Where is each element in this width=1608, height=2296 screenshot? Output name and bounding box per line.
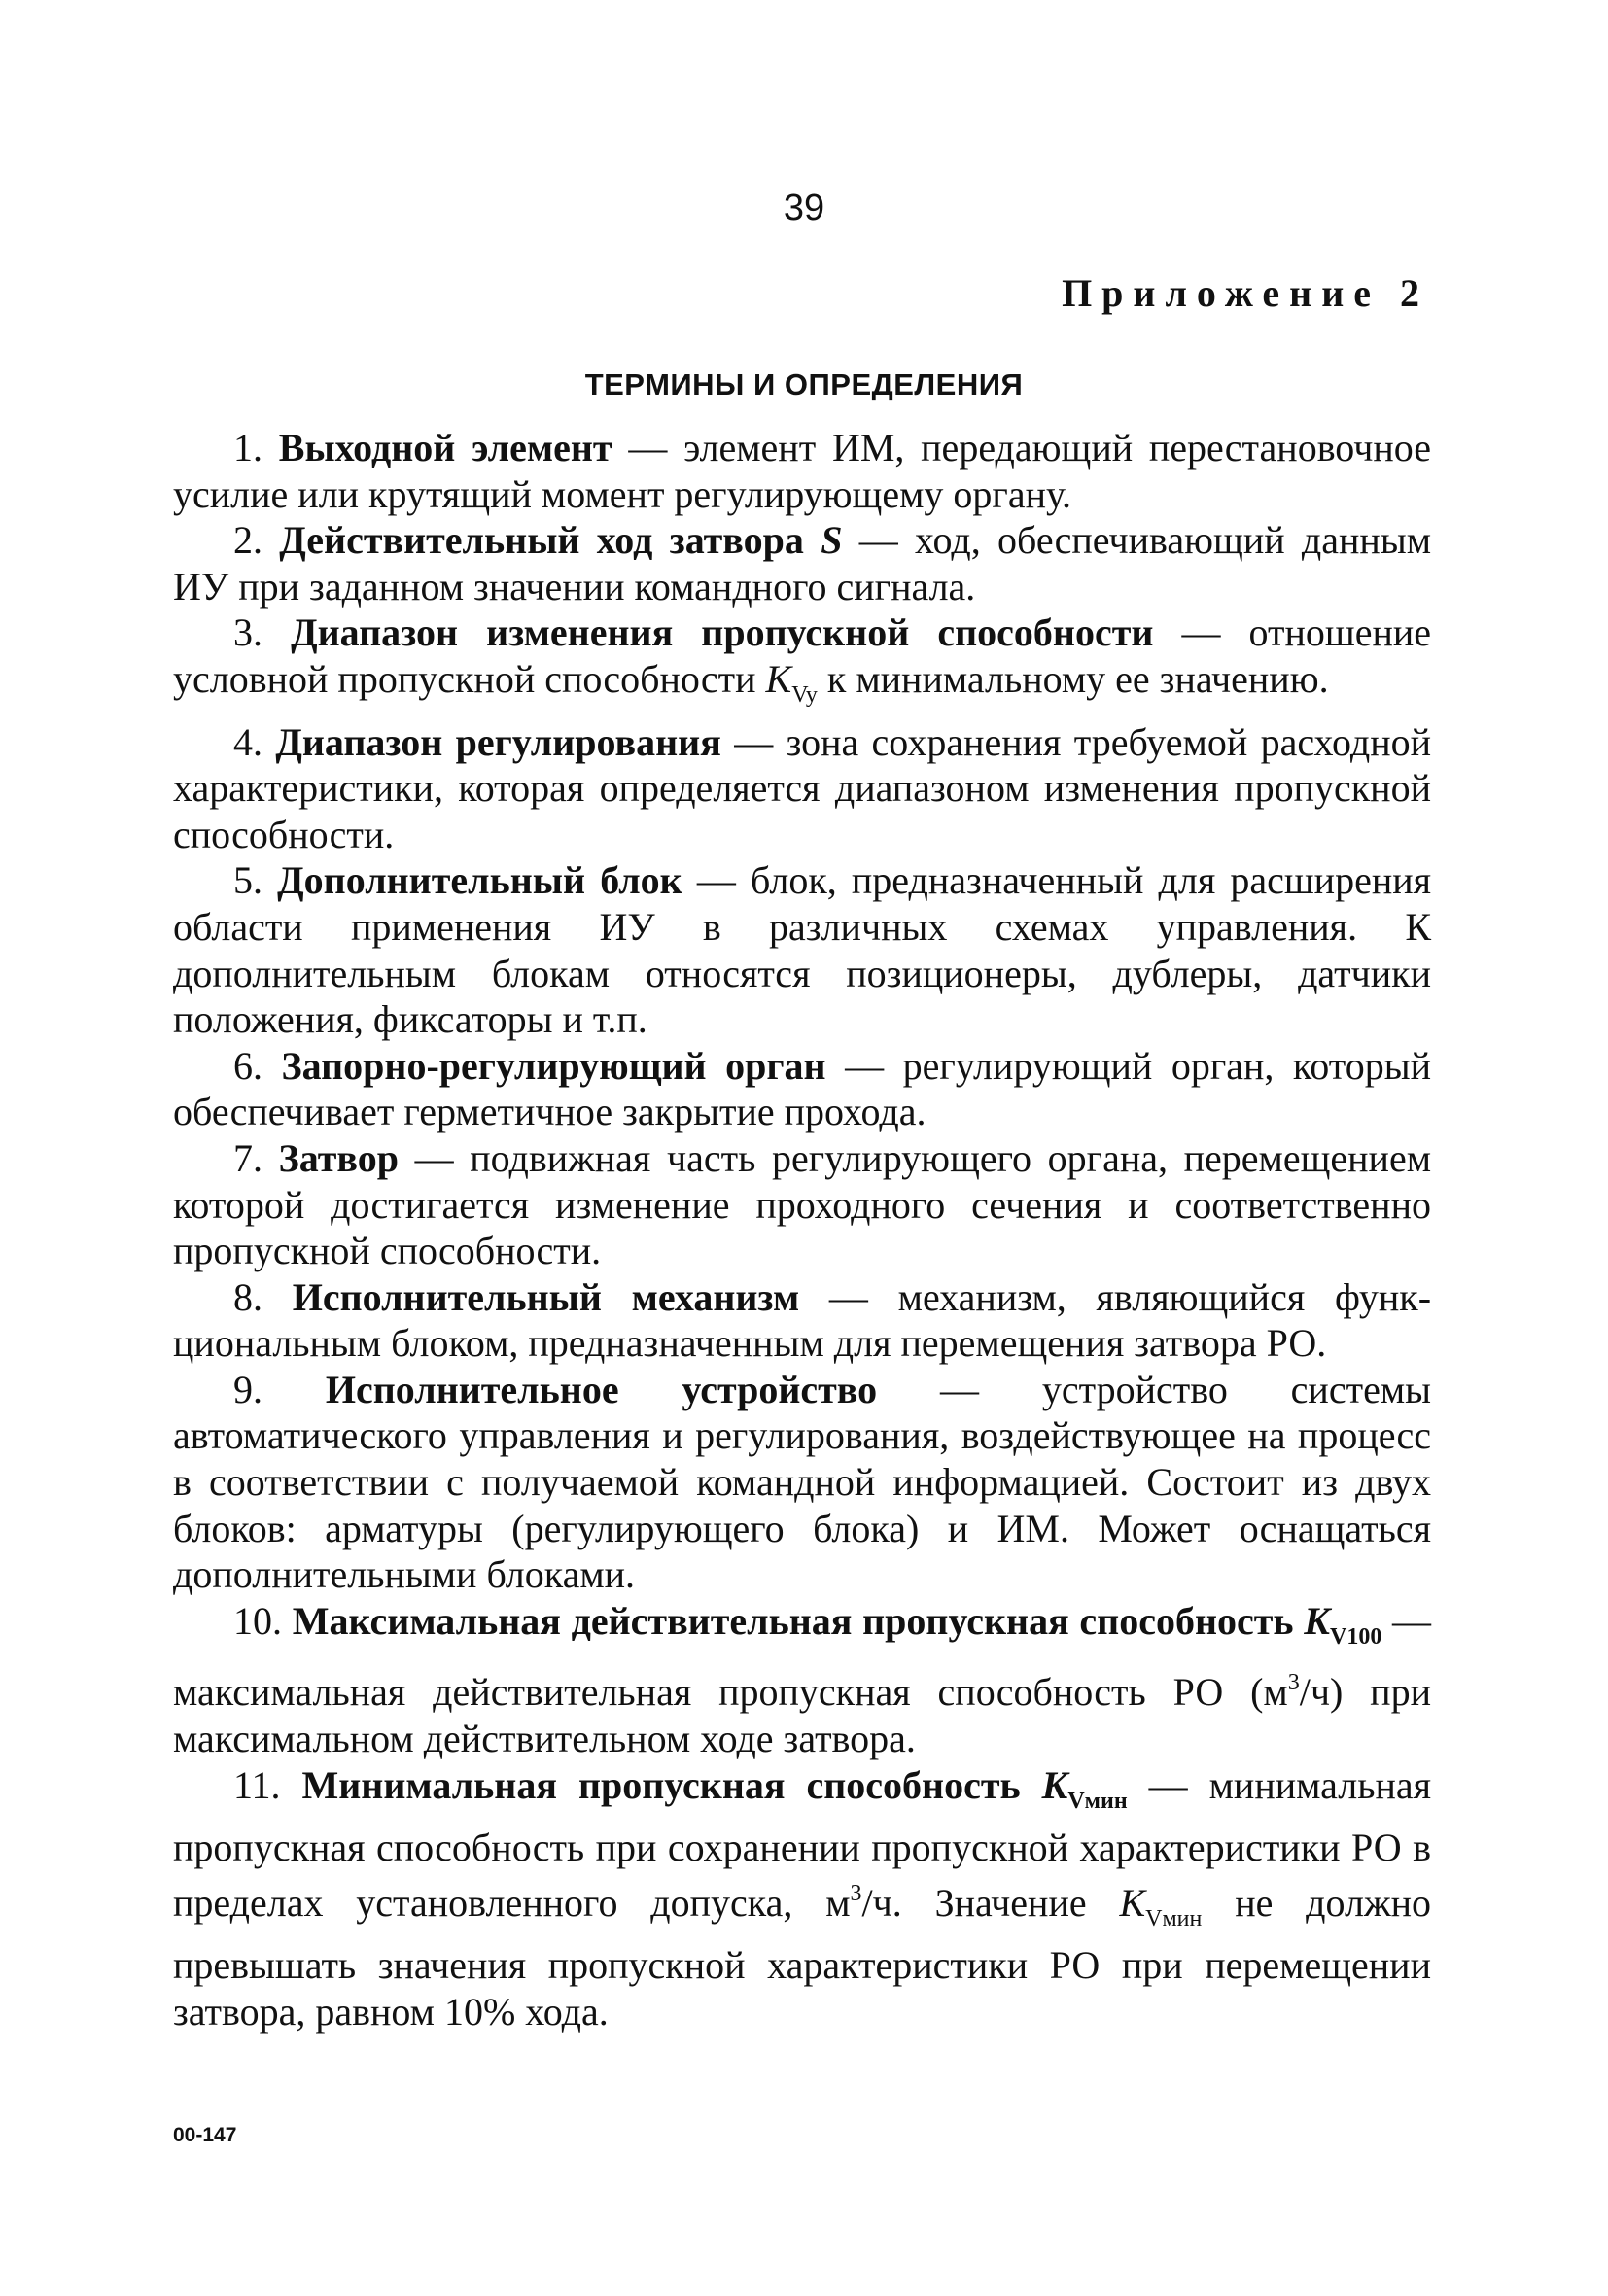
term-definition: механизм, являющийся функ-циональным блоком, предназначенным для перемещения затвора РО. xyxy=(173,1274,1432,1366)
unit-superscript: 3 xyxy=(1287,1670,1300,1696)
term-item-8: 8. Исполнительный механизм — механизм, являющийся функ-циональным блоком, предназначенным для перемещения затвора РО. xyxy=(173,1274,1432,1366)
term-symbol-inline-subscript: Vмин xyxy=(1145,1905,1203,1931)
term-definition-end: не должно превышать значения пропускной характеристики РО при перемещении затвора, равном 10% хода. xyxy=(173,1880,1432,2034)
term-definition-end: /ч) при максимальном действительном ходе затвора. xyxy=(173,1670,1431,1761)
term-item-3: 3. Диапазон изменения пропускной способности — отношение условной пропускной способности $K_{Vy}$ к минимальному ее значению. xyxy=(173,610,1432,708)
term-item-6: 6. Запорно-регулирующий орган — регулирующий орган, который обеспечивает герметичное закрытие прохода. xyxy=(173,1043,1432,1134)
appendix-heading: Приложение 2 xyxy=(1062,271,1429,315)
term-name: Выходной элемент xyxy=(278,426,612,470)
page-number: 39 xyxy=(783,188,825,228)
term-symbol-subscript: Vy xyxy=(791,681,818,708)
term-item-11: 11. Минимальная пропускная способность $K_{Vмин}$ — минимальная пропускная способность при сохранении пропускной характеристики РО в пределах установленного допуска, $м^3/ч$. Значение $K_{Vмин}$ не должно превышать значения пропускной характеристики РО при перемещении затвора, равном 10% хода. xyxy=(173,1762,1432,2034)
term-name: Затвор xyxy=(278,1135,399,1180)
term-symbol-subscript: Vмин xyxy=(1067,1788,1128,1814)
term-item-9: 9. Исполнительное устройство — устройство системы автоматического управления и регулирования, воздействующее на процесс в соответствии с получаемой командной информацией. Состоит из двух блоков: арматуры (регулирующего блока) и ИМ. Может оснащаться дополнительными блоками. xyxy=(173,1367,1432,1597)
term-definition: отношение условной пропускной способности xyxy=(173,610,1432,701)
term-name: Максимальная действительная пропускная способность xyxy=(292,1598,1294,1643)
term-item-1: 1. Выходной элемент — элемент ИМ, передающий перестановочное усилие или крутящий момент регулирующему органу. xyxy=(173,426,1432,516)
term-definition-mid: /ч. Значение xyxy=(861,1880,1087,1925)
term-symbol-inline: K xyxy=(1119,1880,1146,1925)
term-symbol: S xyxy=(821,518,843,563)
term-item-2: 2. Действительный ход затвора S — ход, обеспечивающий данным ИУ при заданном значении командного сигнала. xyxy=(173,518,1432,609)
unit-superscript: 3 xyxy=(850,1880,862,1906)
term-symbol: K xyxy=(1304,1598,1330,1643)
term-definition: максимальная действительная пропускная способность РО (м xyxy=(173,1670,1288,1715)
section-title: ТЕРМИНЫ И ОПРЕДЕЛЕНИЯ xyxy=(584,367,1024,401)
term-definition: минимальная пропускная способность при сохранении пропускной характеристики РО в пределах установленного допуска, м xyxy=(173,1762,1432,1925)
term-name: Минимальная пропускная способность xyxy=(301,1762,1021,1807)
term-name: Исполнительное устройство xyxy=(325,1367,878,1411)
term-name: Действительный ход затвора xyxy=(279,518,804,563)
term-item-5: 5. Дополнительный блок — блок, предназначенный для расширения области применения ИУ в различных схемах управления. К дополнительным блокам относятся позиционеры, дублеры, датчики положения, фиксаторы и т.п. xyxy=(173,858,1432,1042)
term-definition: подвижная часть регулирующего органа, перемещением которой достигается изменение проходного сечения и соответственно пропускной способности. xyxy=(173,1135,1432,1273)
term-name: Диапазон изменения пропускной способности xyxy=(291,610,1154,655)
term-name: Запорно-регулирующий орган xyxy=(281,1043,826,1088)
terms-list xyxy=(173,425,1431,2035)
term-symbol: K xyxy=(765,656,792,701)
term-definition: зона сохранения требуемой расходной характеристики, которая определяется диапазоном изменения пропускной способности. xyxy=(173,719,1432,856)
term-definition: элемент ИМ, передающий перестановочное усилие или крутящий момент регулирующему органу. xyxy=(173,426,1432,516)
term-name: Исполнительный механизм xyxy=(292,1274,800,1319)
term-definition: устройство системы автоматического управления и регулирования, воздействующее на процесс в соответствии с получаемой командной информацией. Состоит из двух блоков: арматуры (регулирующего блока) и ИМ. Может оснащаться дополнительными блоками. xyxy=(173,1367,1432,1597)
term-symbol: K xyxy=(1041,1762,1068,1807)
term-name: Диапазон регулирования xyxy=(275,719,721,764)
term-item-4: 4. Диапазон регулирования — зона сохранения требуемой расходной характеристики, которая определяется диапазоном изменения пропускной способности. xyxy=(173,719,1432,856)
term-definition: блок, предназначенный для расширения области применения ИУ в различных схемах управления. К дополнительным блокам относятся позиционеры, дублеры, датчики положения, фиксаторы и т.п. xyxy=(173,858,1432,1042)
term-item-7: 7. Затвор — подвижная часть регулирующего органа, перемещением которой достигается изменение проходного сечения и соответственно пропускной способности. xyxy=(173,1135,1432,1273)
footer-code: 00-147 xyxy=(173,2124,237,2146)
term-name: Дополнительный блок xyxy=(277,858,682,903)
term-definition: регулирующий орган, который обеспечивает герметичное закрытие прохода. xyxy=(173,1043,1432,1134)
term-symbol-subscript: V100 xyxy=(1329,1623,1382,1650)
term-item-10: 10. Максимальная действительная пропускная способность $K_{V100}$ — максимальная действительная пропускная способность РО $(м^3/ч)$ при максимальном действительном ходе затвора. xyxy=(173,1598,1432,1761)
term-definition-end: к минимальному ее значению. xyxy=(826,656,1329,701)
term-definition: ход, обеспечивающий данным ИУ при заданном значении командного сигнала. xyxy=(173,518,1432,609)
